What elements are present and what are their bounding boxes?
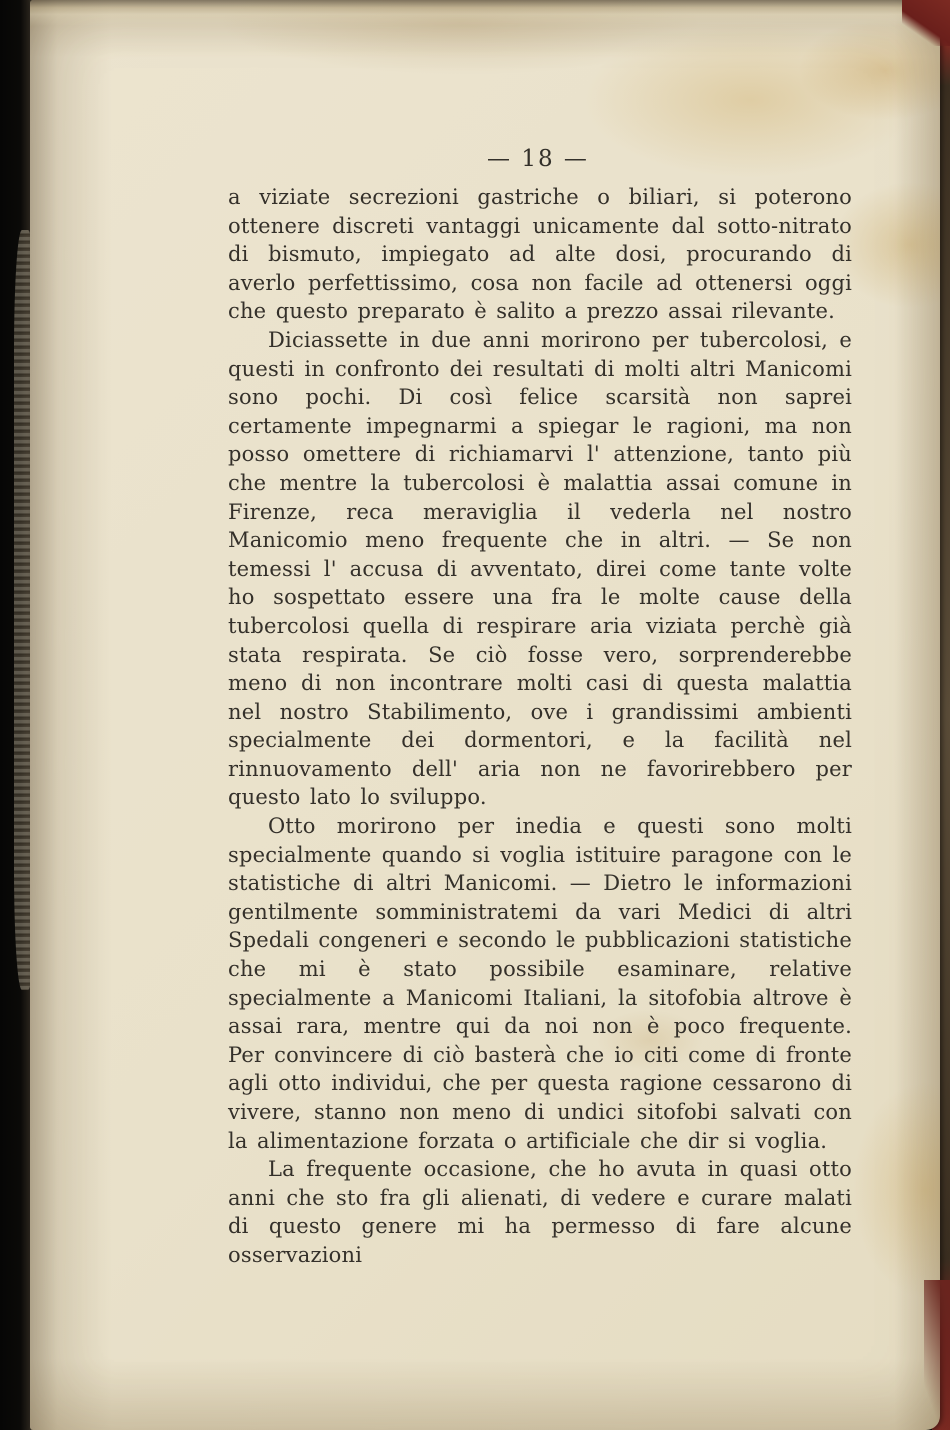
paragraph: Diciassette in due anni morirono per tubercolosi, e questi in confronto dei resultati di molti altri Manicomi sono pochi. Di così felice scarsità non saprei certamente impegnarmi a spiegar le ragioni, ma non posso omettere di richiamarvi l' attenzione, tanto più che mentre la tubercolosi è malattia assai comune in Firenze, reca meraviglia il vederla nel nostro Manicomio meno frequente che in altri. — Se non temessi l' accusa di avventato, direi come tante volte ho sospettato essere una fra le molte cause della tubercolosi quella di respirare aria viziata perchè già stata respirata. Se ciò fosse vero, sorprenderebbe meno di non incontrare molti casi di questa malattia nel nostro Stabilimento, ove i grandissimi ambienti specialmente dei dormentori, e la facilità nel rinnuovamento dell' aria non ne favorirebbero per questo lato lo sviluppo.: [228, 327, 852, 810]
book-cover-corner-bottom: [924, 1280, 950, 1430]
page-number: — 18 —: [487, 146, 589, 172]
book-cover-corner-top: [902, 0, 950, 46]
paragraph: Otto morirono per inedia e questi sono molti specialmente quando si voglia istituire paragone con le statistiche di altri Manicomi. — Dietro le informazioni gentilmente somministratemi da vari Medici di altri Spedali congeneri e secondo le pubblicazioni statistiche che mi è stato possibile esaminare, relative specialmente a Manicomi Italiani, la sitofobia altrove è assai rara, mentre qui da noi non è poco frequente. Per convincere di ciò basterà che io citi come di fronte agli otto individui, che per questa ragione cessarono di vivere, stanno non meno di undici sitofobi salvati con la alimentazione forzata o artificiale che dir si voglia.: [228, 814, 852, 1153]
page-paper: [30, 0, 940, 1430]
page-text: [228, 183, 852, 1270]
page-edges-top: [30, 0, 940, 26]
paragraph: La frequente occasione, che ho avuta in quasi otto anni che sto fra gli alienati, di vedere e curare malati di questo genere mi ha permesso di fare alcune osservazioni: [228, 1157, 852, 1267]
paragraph: a viziate secrezioni gastriche o biliari, si poterono ottenere discreti vantaggi unicamente dal sotto-nitrato di bismuto, impiegato ad alte dosi, procurando di averlo perfettissimo, cosa non facile ad ottenersi oggi che questo preparato è salito a prezzo assai rilevante.: [228, 185, 852, 324]
